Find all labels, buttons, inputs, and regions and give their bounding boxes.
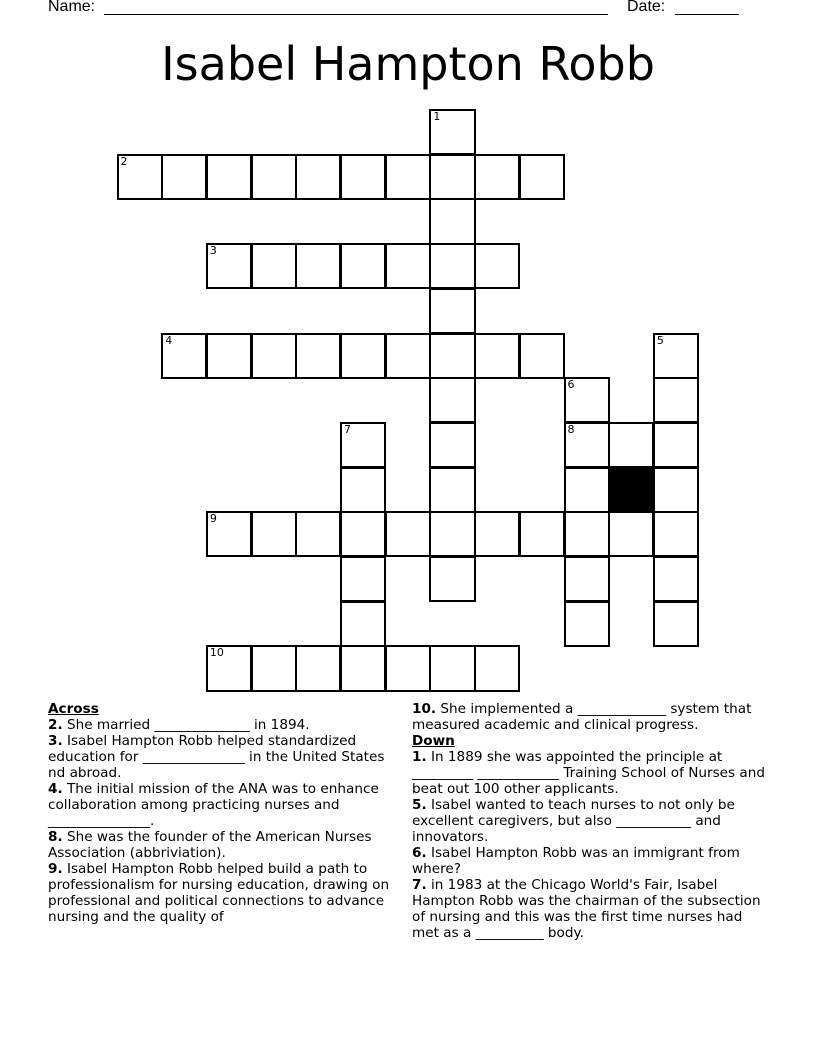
clue-text: In 1889 she was appointed the principle at _________ ____________ Training School of Nurses and beat out 100 other applicants. bbox=[412, 749, 766, 797]
grid-cell[interactable] bbox=[385, 154, 431, 200]
grid-cell[interactable] bbox=[295, 154, 341, 200]
clue-number-label: 8 bbox=[567, 422, 575, 436]
grid-cell[interactable] bbox=[340, 556, 386, 602]
grid-cell[interactable] bbox=[429, 556, 475, 602]
clue-number-label: 1 bbox=[433, 110, 441, 123]
grid-cell[interactable] bbox=[429, 422, 475, 468]
grid-cell[interactable] bbox=[340, 467, 386, 513]
clue-number-label: 4 bbox=[165, 333, 173, 347]
grid-cell[interactable] bbox=[653, 511, 699, 557]
grid-cell[interactable] bbox=[608, 511, 654, 557]
grid-cell[interactable] bbox=[161, 333, 207, 379]
clue-number: 7. bbox=[412, 877, 427, 893]
clue-text: Isabel Hampton Robb helped standardized education for _______________ in the United States nd abroad. bbox=[48, 733, 385, 781]
grid-cell[interactable] bbox=[251, 645, 297, 691]
grid-cell[interactable] bbox=[474, 645, 520, 691]
grid-cell[interactable] bbox=[385, 645, 431, 691]
clue-number: 3. bbox=[48, 733, 63, 749]
grid-cell[interactable] bbox=[340, 601, 386, 647]
name-label: Name: bbox=[48, 0, 96, 15]
grid-cell[interactable] bbox=[429, 243, 475, 289]
clue-number-label: 7 bbox=[344, 422, 351, 436]
grid-cell[interactable] bbox=[295, 243, 341, 289]
clue-number: 8. bbox=[48, 829, 63, 845]
down-heading: Down bbox=[412, 733, 455, 749]
grid-cell[interactable] bbox=[340, 243, 386, 289]
grid-cell[interactable] bbox=[564, 601, 610, 647]
clue-number: 10. bbox=[412, 701, 437, 717]
grid-block-cell bbox=[608, 467, 654, 513]
grid-cell[interactable] bbox=[474, 333, 520, 379]
grid-cell[interactable] bbox=[295, 333, 341, 379]
clue-across-10 bbox=[412, 701, 772, 733]
clue-number: 1. bbox=[412, 749, 427, 765]
grid-cell[interactable] bbox=[564, 422, 610, 468]
grid-cell[interactable] bbox=[206, 243, 252, 289]
across-clues bbox=[48, 701, 400, 925]
grid-cell[interactable] bbox=[653, 556, 699, 602]
grid-cell[interactable] bbox=[564, 556, 610, 602]
grid-cell[interactable] bbox=[206, 154, 252, 200]
grid-cell[interactable] bbox=[653, 467, 699, 513]
clue-number-label: 6 bbox=[567, 378, 575, 392]
clue-down-7 bbox=[412, 877, 772, 941]
grid-cell[interactable] bbox=[653, 377, 699, 423]
grid-cell[interactable] bbox=[340, 645, 386, 691]
clue-text: Isabel Hampton Robb was an immigrant from where? bbox=[412, 845, 740, 877]
grid-cell[interactable] bbox=[385, 333, 431, 379]
down-clues bbox=[412, 701, 772, 941]
grid-cell[interactable] bbox=[474, 154, 520, 200]
grid-cell[interactable] bbox=[429, 288, 475, 334]
grid-cell[interactable] bbox=[429, 333, 475, 379]
grid-cell[interactable] bbox=[653, 601, 699, 647]
clue-text: Isabel Hampton Robb helped build a path to professionalism for nursing education, drawing on professional and political connections to advance nursing and the quality of bbox=[48, 861, 390, 925]
clue-across-2 bbox=[48, 717, 400, 733]
grid-cell[interactable] bbox=[519, 511, 565, 557]
grid-cell[interactable] bbox=[206, 333, 252, 379]
grid-cell[interactable] bbox=[474, 243, 520, 289]
clue-down-6 bbox=[412, 845, 772, 877]
grid-cell[interactable] bbox=[206, 645, 252, 691]
grid-cell[interactable] bbox=[295, 645, 341, 691]
grid-cell[interactable] bbox=[564, 511, 610, 557]
clue-across-8 bbox=[48, 829, 400, 861]
grid-cell[interactable] bbox=[429, 645, 475, 691]
grid-cell[interactable] bbox=[519, 154, 565, 200]
grid-cell[interactable] bbox=[519, 333, 565, 379]
clue-number: 4. bbox=[48, 781, 63, 797]
grid-cell[interactable] bbox=[429, 467, 475, 513]
clue-number: 6. bbox=[412, 845, 427, 861]
clue-number-label: 9 bbox=[209, 512, 217, 526]
clue-text: Isabel wanted to teach nurses to not only be excellent caregivers, but also ___________ and innovators. bbox=[412, 797, 735, 845]
grid-cell[interactable] bbox=[117, 154, 163, 200]
date-label: Date: bbox=[627, 0, 666, 15]
grid-cell[interactable] bbox=[429, 109, 475, 155]
grid-cell[interactable] bbox=[161, 154, 207, 200]
puzzle-title: Isabel Hampton Robb bbox=[161, 37, 655, 91]
clue-number-label: 2 bbox=[120, 154, 128, 168]
clue-text: in 1983 at the Chicago World's Fair, Isabel Hampton Robb was the chairman of the subsection of nursing and this was the first time nurses had met as a __________ body. bbox=[412, 877, 761, 941]
clue-number-label: 3 bbox=[209, 244, 217, 258]
grid-cell[interactable] bbox=[429, 198, 475, 244]
grid-cell[interactable] bbox=[474, 511, 520, 557]
clue-text: She was the founder of the American Nurses Association (abbriviation). bbox=[48, 829, 372, 861]
grid-cell[interactable] bbox=[385, 243, 431, 289]
grid-cell[interactable] bbox=[564, 467, 610, 513]
grid-cell[interactable] bbox=[564, 377, 610, 423]
grid-cell[interactable] bbox=[251, 333, 297, 379]
clue-number: 5. bbox=[412, 797, 427, 813]
grid-cell[interactable] bbox=[295, 511, 341, 557]
grid-cell[interactable] bbox=[206, 511, 252, 557]
across-heading: Across bbox=[48, 701, 99, 717]
grid-cell[interactable] bbox=[429, 377, 475, 423]
grid-cell[interactable] bbox=[251, 511, 297, 557]
grid-cell[interactable] bbox=[340, 511, 386, 557]
grid-cell[interactable] bbox=[608, 422, 654, 468]
clue-text: She implemented a _____________ system that measured academic and clinical progress. bbox=[412, 701, 752, 733]
grid-cell[interactable] bbox=[340, 154, 386, 200]
grid-cell[interactable] bbox=[251, 243, 297, 289]
clue-across-9 bbox=[48, 861, 400, 925]
clue-number: 2. bbox=[48, 717, 63, 733]
grid-cell[interactable] bbox=[385, 511, 431, 557]
grid-cell[interactable] bbox=[429, 511, 475, 557]
grid-cell[interactable] bbox=[653, 333, 699, 379]
clue-down-5 bbox=[412, 797, 772, 845]
grid-cell[interactable] bbox=[251, 154, 297, 200]
clue-down-1 bbox=[412, 749, 772, 797]
grid-cell[interactable] bbox=[340, 333, 386, 379]
grid-cell[interactable] bbox=[429, 154, 475, 200]
clue-number-label: 10 bbox=[209, 646, 224, 660]
clue-across-4 bbox=[48, 781, 400, 829]
clue-number: 9. bbox=[48, 861, 63, 877]
clue-text: She married ______________ in 1894. bbox=[66, 717, 310, 733]
grid-cell[interactable] bbox=[340, 422, 386, 468]
clue-number-label: 5 bbox=[656, 333, 664, 347]
clue-across-3 bbox=[48, 733, 400, 781]
clue-text: The initial mission of the ANA was to enhance collaboration among practicing nurses and _______________. bbox=[48, 781, 379, 829]
grid-cell[interactable] bbox=[653, 422, 699, 468]
